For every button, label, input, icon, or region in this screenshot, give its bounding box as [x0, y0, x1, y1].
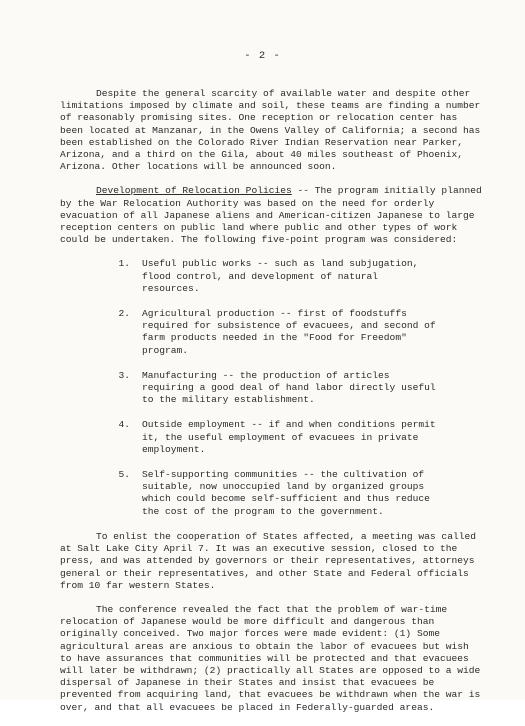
- list-item-text: Outside employment -- if and when conditions permit it, the useful employment of evacuees in private employment.: [142, 419, 436, 455]
- paragraph-relocation-policies: [60, 185, 485, 246]
- paragraph-salt-lake-meeting: To enlist the cooperation of States affected, a meeting was called at Salt Lake City April 7. It was an executive session, closed to the press, and was attended by governors or their representatives, attorneys general or their representatives, and other State and Federal officials from 10 far western States.: [60, 530, 476, 591]
- list-item: [60, 370, 485, 407]
- page-number: - 2 -: [244, 50, 281, 62]
- paragraph-conference-findings: The conference revealed the fact that the problem of war-time relocation of Japanese would be more difficult and dangerous than originally conceived. Two major forces were made evident: (1) Some agricultural areas are anxious to obtain the labor of evacuees but wish to have assurances that communities will be protected and that evacuees will later be withdrawn; (2) practically all States are opposed to a wide dispersal of Japanese in their States and insist that evacuees be prevented from acquiring land, that evacuees be withdrawn when the war is over, and that all evacuees be placed in Federally-guarded areas.: [60, 603, 481, 713]
- list-item-number: 2.: [118, 308, 130, 320]
- paragraph-relocation-sites: Despite the general scarcity of available water and despite other limitations imposed by climate and soil, these teams are finding a number of reasonably promising sites. One reception or relocation center has been located at Manzanar, in the Owens Valley of California; a second has been established on the Colorado River Indian Reservation near Parker, Arizona, and a third on the Gila, about 40 miles southeast of Phoenix, Arizona. Other locations will be announced soon.: [60, 88, 481, 173]
- list-item: [60, 258, 485, 295]
- list-item-number: 4.: [118, 419, 130, 431]
- list-item-text: Self-supporting communities -- the cultivation of suitable, now unoccupied land by organized groups which could become self-sufficient and thus reduce the cost of the program to the government.: [142, 469, 430, 517]
- list-item: [60, 419, 485, 456]
- section-heading-relocation-policies: Development of Relocation Policies: [96, 185, 292, 197]
- list-item-number: 3.: [118, 369, 130, 381]
- document-body: [60, 88, 485, 726]
- list-item-number: 1.: [118, 258, 130, 270]
- list-item-number: 5.: [118, 469, 130, 481]
- list-item-text: Agricultural production -- first of foodstuffs required for subsistence of evacuees, and second of farm products needed in the "Food for Freedom" program.: [142, 308, 436, 356]
- list-item-text: Useful public works -- such as land subjugation, flood control, and development of natural resources.: [142, 258, 419, 294]
- list-item-text: Manufacturing -- the production of articles requiring a good deal of hand labor directly useful to the military establishment.: [142, 369, 436, 406]
- five-point-program-list: [60, 258, 485, 517]
- list-item: [60, 308, 485, 357]
- paragraph-relocation-policies-body: -- The program initially planned by the War Relocation Authority was based on the need for orderly evacuation of all Japanese aliens and American-citizen Japanese to large reception centers on public land where public and other types of work could be undertaken. The following five-point program was considered:: [60, 185, 482, 246]
- list-item: [60, 469, 485, 518]
